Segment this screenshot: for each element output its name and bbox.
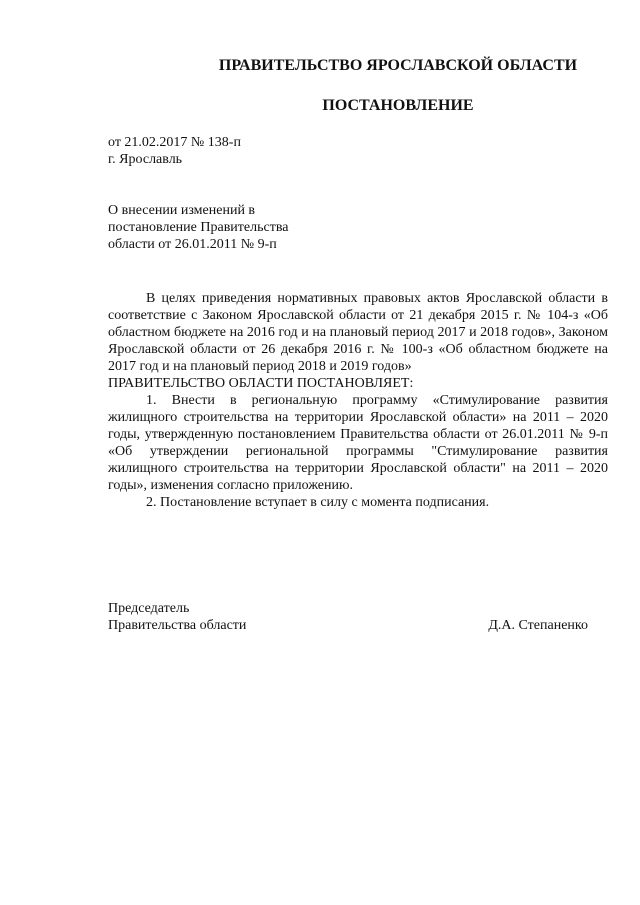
document-subject (108, 202, 368, 253)
document-type-title: ПОСТАНОВЛЕНИЕ (322, 97, 474, 114)
document-body (108, 290, 608, 511)
document-meta (108, 134, 241, 168)
item-1-paragraph: 1. Внести в региональную программу «Стимулирование развития жилищного строительства на территории Ярославской области» на 2011 – 2020 годы, утвержденную постановлением Правительства области от 26.01.2011 № 9-п «Об утверждении региональной программы "Стимулирование развития жилищного строительства на территории Ярославской области" на 2011 – 2020 годы», изменения согласно приложению. (108, 393, 608, 493)
signatory-name: Д.А. Степаненко (488, 618, 588, 633)
signatory-position-line-2: Правительства области (108, 618, 247, 633)
subject-line-1: О внесении изменений в (108, 203, 256, 218)
decree-heading: ПРАВИТЕЛЬСТВО ОБЛАСТИ ПОСТАНОВЛЯЕТ: (108, 376, 414, 391)
document-date-number: от 21.02.2017 № 138-п (108, 135, 241, 150)
item-2-paragraph: 2. Постановление вступает в силу с момента подписания. (146, 495, 490, 510)
signature-row (108, 617, 588, 634)
subject-line-3: области от 26.01.2011 № 9-п (108, 237, 277, 252)
signatory-position-line-1: Председатель (108, 601, 190, 616)
organization-title: ПРАВИТЕЛЬСТВО ЯРОСЛАВСКОЙ ОБЛАСТИ (218, 57, 578, 74)
preamble-paragraph: В целях приведения нормативных правовых актов Ярославской области в соответствие с Законом Ярославской области от 21 декабря 2015 г. № 104-з «Об областном бюджете на 2016 год и на плановый период 2017 и 2018 годов», Законом Ярославской области от 26 декабря 2016 г. № 100-з «Об областном бюджете на 2017 год и на плановый период 2018 и 2019 годов» (108, 291, 608, 374)
signature-block (108, 600, 588, 634)
document-city: г. Ярославль (108, 152, 183, 167)
subject-line-2: постановление Правительства (108, 220, 289, 235)
